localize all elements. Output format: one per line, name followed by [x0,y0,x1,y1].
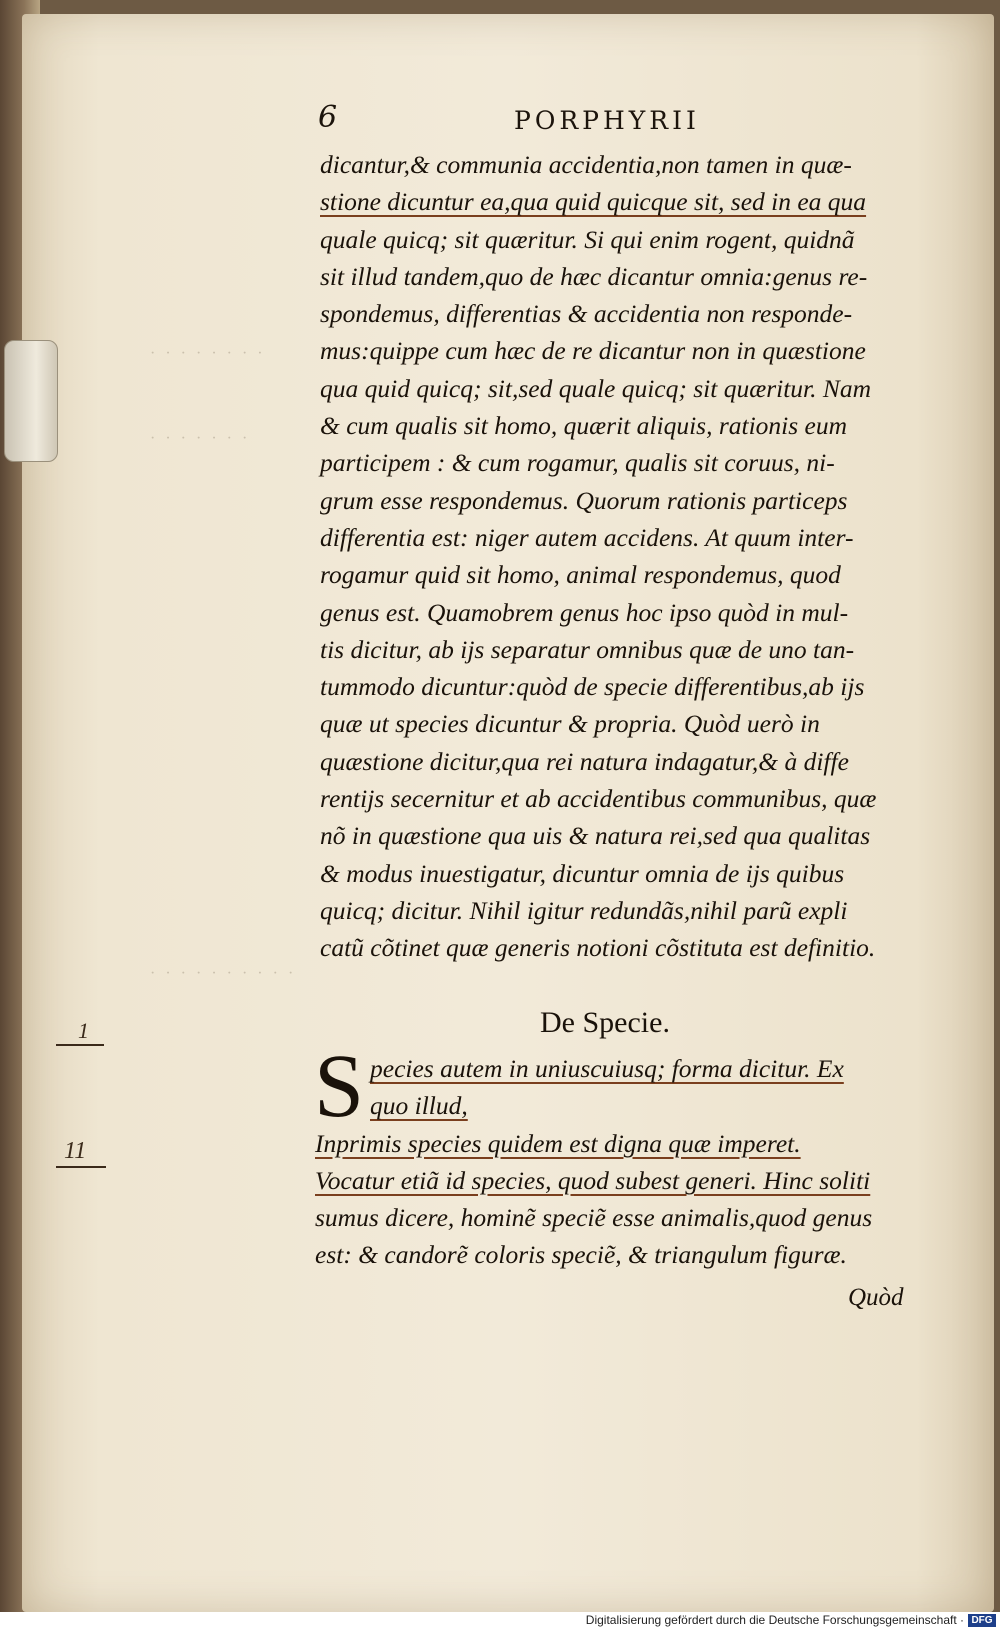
footer-bar [0,1612,1000,1630]
body-text [320,146,930,967]
text-line: Vocatur etiã id species, quod subest generi. Hinc soliti [315,1165,871,1195]
drop-cap: S [314,1037,365,1136]
dfg-logo: DFG [968,1614,996,1627]
bleed-through-text: · · · · · · · [150,430,251,447]
running-head: PORPHYRII [514,106,700,135]
text-line: rentijs secernitur et ab accidentibus communibus, quæ [320,784,877,814]
text-line: sit illud tandem,quo de hæc dicantur omnia:genus re- [320,261,868,291]
text-line: qua quid quicq; sit,sed quale quicq; sit quæritur. Nam [320,373,872,403]
page-number: 6 [318,100,338,135]
text-line: genus est. Quamobrem genus hoc ipso quòd in mul- [320,597,849,627]
text-line: & cum qualis sit homo, quærit aliquis, rationis eum [320,411,848,441]
text-line: nõ in quæstione qua uis & natura rei,sed qua qualitas [320,821,871,851]
text-line: quale quicq; sit quæritur. Si qui enim rogent, quidnã [320,224,855,254]
text-line: spondemus, differentias & accidentia non responde- [320,299,853,329]
text-line: differentia est: niger autem accidens. At quum inter- [320,522,854,552]
margin-underline [56,1044,104,1046]
margin-mark: 11 [64,1138,87,1164]
text-line: tis dicitur, ab ijs separatur omnibus quæ de uno tan- [320,634,855,664]
text-line: mus:quippe cum hæc de re dicantur non in quæstione [320,336,866,366]
page-header [318,100,908,140]
footer-credit: Digitalisierung gefördert durch die Deutsche Forschungsgemeinschaft · [585,1613,964,1627]
text-line: & modus inuestigatur, dicuntur omnia de ijs quibus [320,858,845,888]
text-line: sumus dicere, hominẽ speciẽ esse animalis,quod genus [315,1203,873,1233]
text-line: quicq; dicitur. Nihil igitur redundãs,nihil parũ expli [320,895,848,925]
text-line: pecies autem in uniuscuiusq; forma dicitur. Ex [370,1054,844,1083]
text-line: quæ ut species dicuntur & propria. Quòd uerò in [320,709,820,739]
text-line: rogamur quid sit homo, animal respondemus, quod [320,560,841,590]
text-line: grum esse respondemus. Quorum rationis particeps [320,485,848,515]
text-line: dicantur,& communia accidentia,non tamen in quæ- [320,150,852,179]
margin-underline [56,1166,106,1168]
margin-mark: 1 [78,1018,89,1043]
bleed-through-text: · · · · · · · · · · [150,965,297,982]
section-title: De Specie. [540,1006,670,1039]
species-paragraph [315,1050,925,1274]
text-line: catũ cõtinet quæ generis notioni cõstituta est definitio. [320,933,876,963]
text-line: stione dicuntur ea,qua quid quicque sit, sed in ea qua [320,187,867,217]
text-line: est: & candorẽ coloris speciẽ, & triangulum figuræ. [315,1240,847,1270]
bleed-through-text: · · · · · · · · [150,345,266,362]
text-line: quo illud, [370,1091,468,1121]
text-line: quæstione dicitur,qua rei natura indagatur,& à diffe [320,746,849,776]
catchword: Quòd [848,1284,904,1311]
book-clasp [4,340,58,462]
text-line: Inprimis species quidem est digna quæ imperet. [315,1128,801,1158]
text-line: participem : & cum rogamur, qualis sit coruus, ni- [320,448,835,478]
text-line: tummodo dicuntur:quòd de specie differentibus,ab ijs [320,672,865,702]
